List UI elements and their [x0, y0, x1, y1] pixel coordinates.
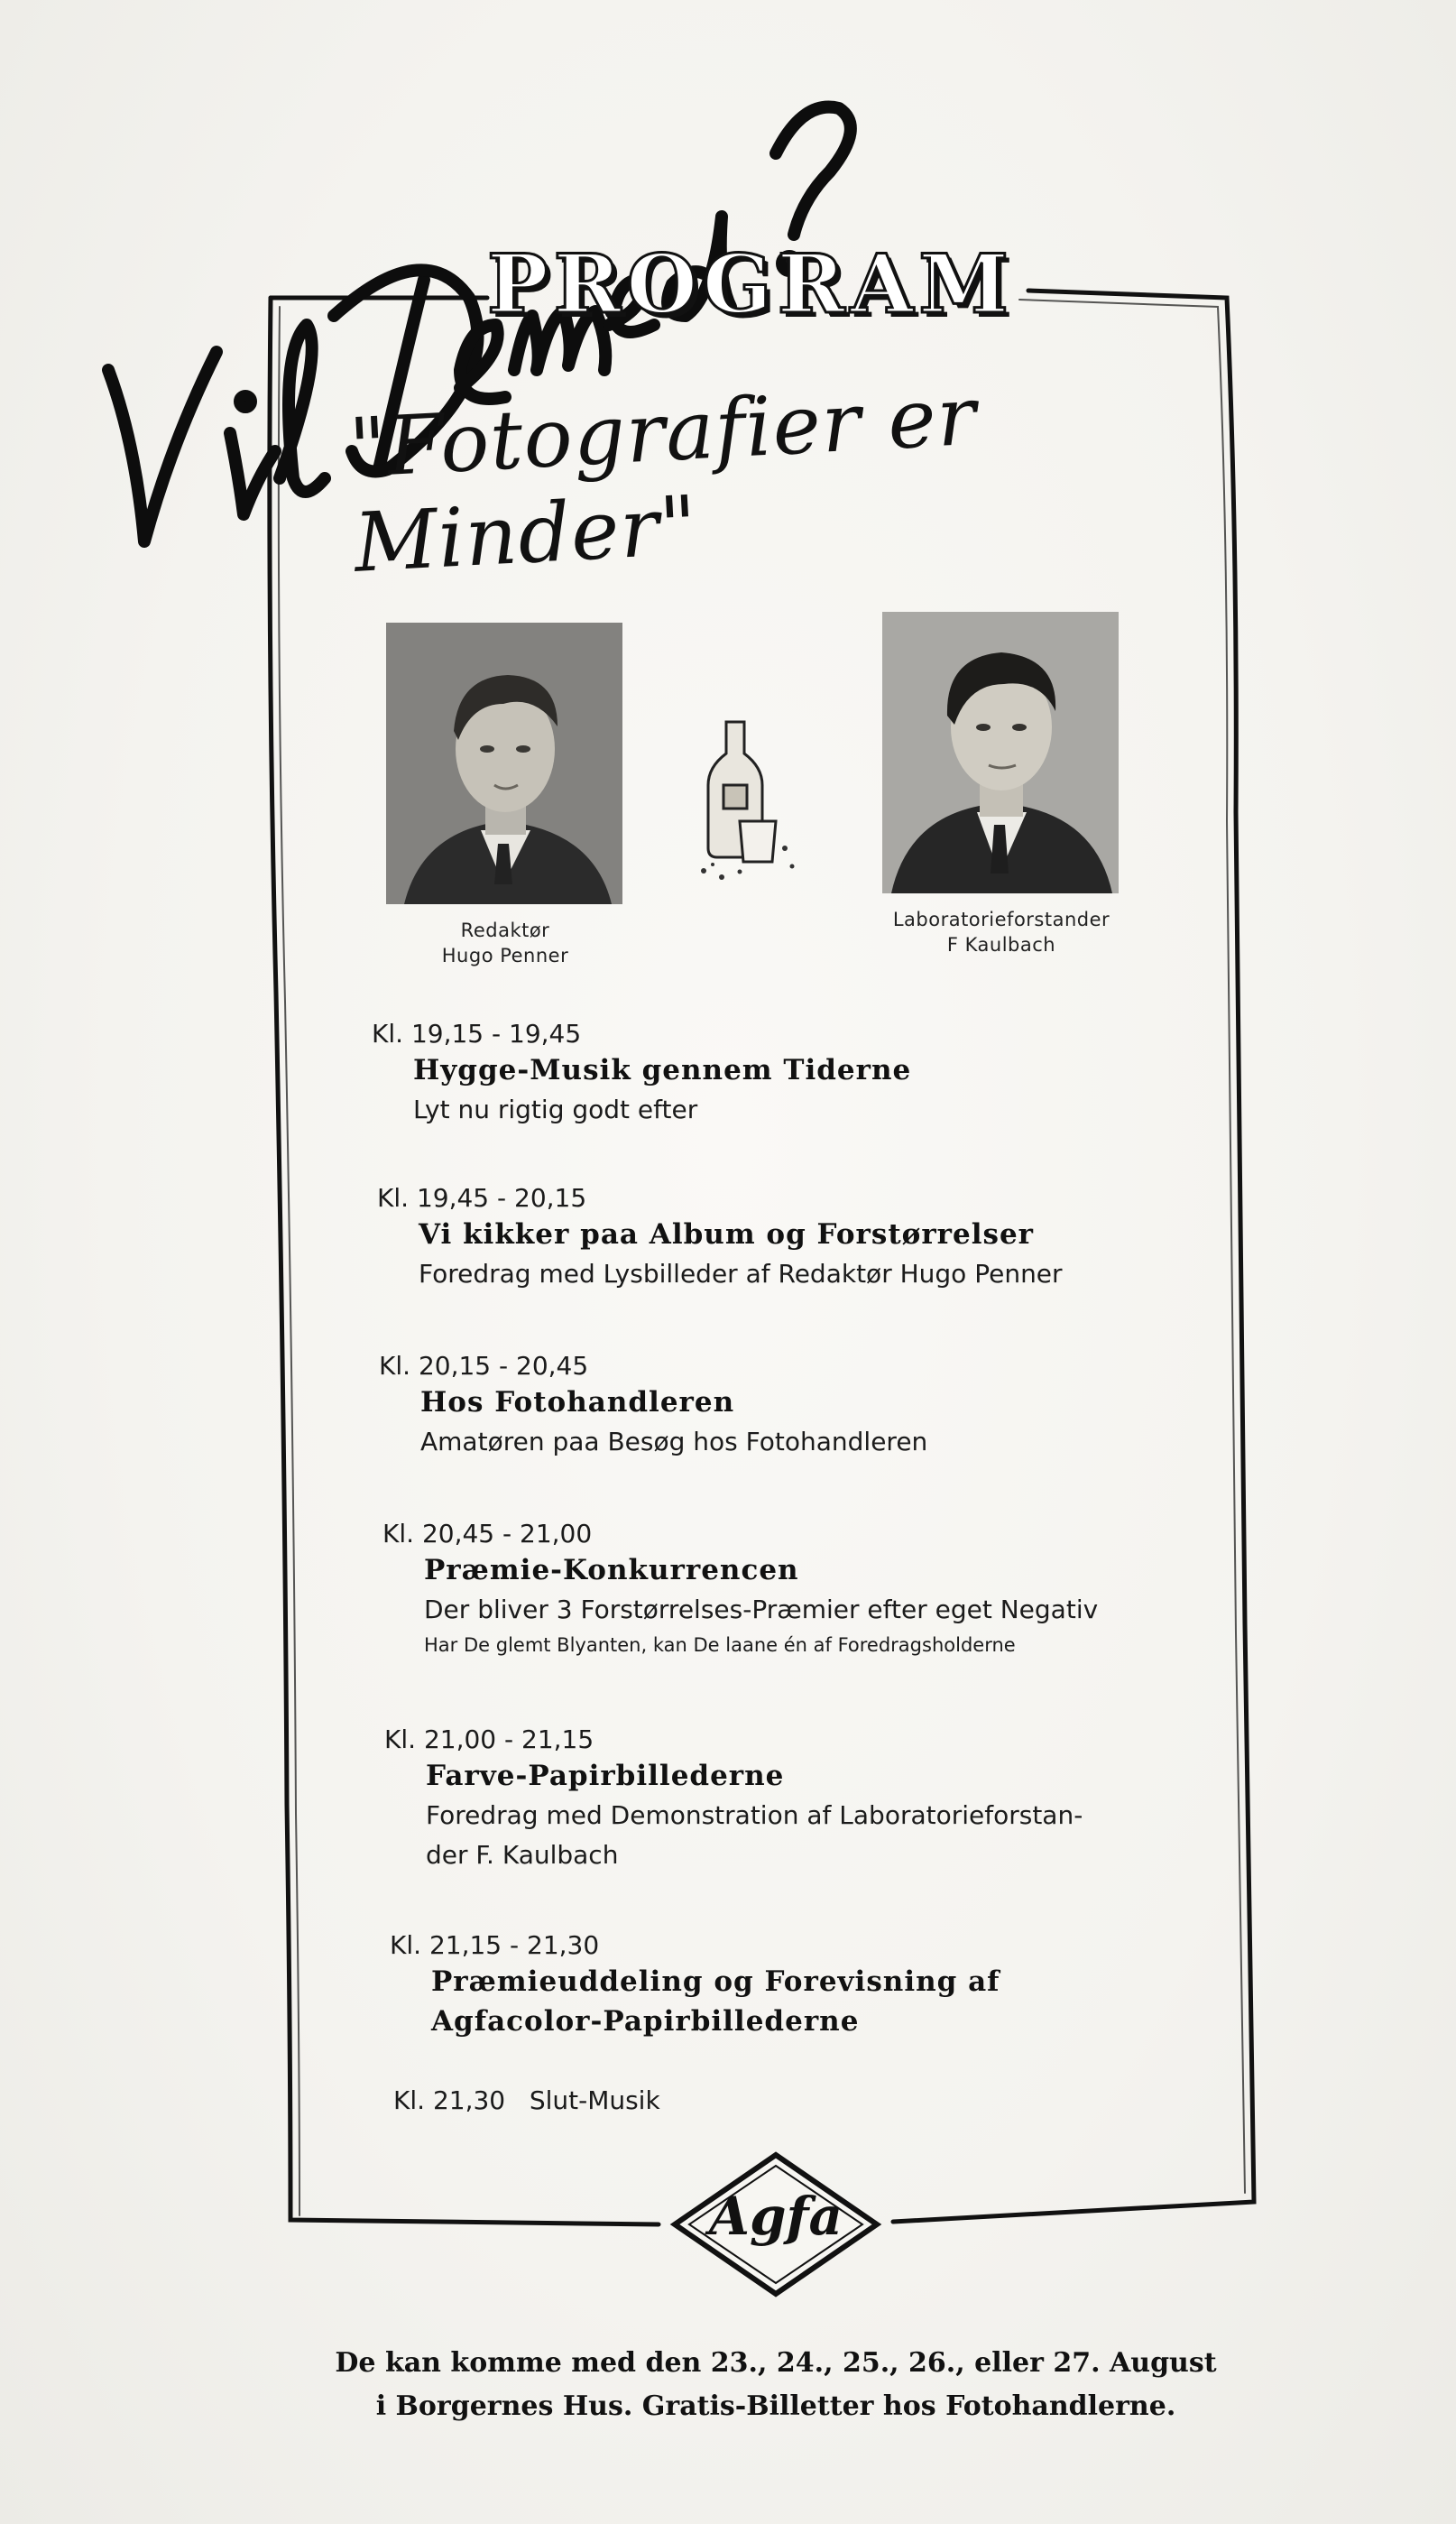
footer-text [180, 2342, 1371, 2428]
program-description: der F. Kaulbach [426, 1840, 619, 1870]
program-title-line: Præmieuddeling og Forevisning af [431, 1965, 1000, 1998]
program-time: Kl. 21,30 [393, 2085, 506, 2115]
program-time: Kl. 19,45 - 20,15 [377, 1183, 587, 1213]
caption-speaker-2 [866, 907, 1137, 957]
caption-speaker-1 [415, 918, 595, 968]
program-time: Kl. 20,15 - 20,45 [379, 1351, 589, 1381]
bottle-and-glass-icon [686, 713, 812, 884]
program-title-line: Hygge-Musik gennem Tiderne [413, 1054, 912, 1086]
program-item [379, 1350, 927, 1462]
program-note: Har De glemt Blyanten, kan De laane én af Foredragsholderne [424, 1634, 1016, 1656]
program-item [382, 1518, 1098, 1660]
program-final [393, 2085, 660, 2117]
program-time: Kl. 20,45 - 21,00 [382, 1519, 593, 1549]
program-item [384, 1724, 1083, 1875]
speaker-name: F Kaulbach [946, 934, 1056, 956]
program-description: Der bliver 3 Forstørrelses-Præmier efter eget Negativ [424, 1595, 1099, 1624]
program-time: Kl. 21,15 - 21,30 [390, 1930, 600, 1960]
footer-line-1: De kan komme med den 23., 24., 25., 26., eller 27. August [335, 2347, 1217, 2379]
portrait-f-kaulbach [882, 612, 1119, 893]
program-title: PROGRAM [487, 236, 1014, 332]
program-time: Kl. 19,15 - 19,45 [372, 1019, 582, 1049]
program-item [372, 1018, 911, 1130]
program-time: Kl. 21,00 - 21,15 [384, 1724, 594, 1754]
program-item [377, 1182, 1063, 1294]
program-final-label: Slut-Musik [529, 2085, 660, 2115]
program-title-line-2: Agfacolor-Papirbillederne [431, 2005, 860, 2038]
speaker-role: Laboratorieforstander [892, 909, 1110, 930]
subtitle: "Fotografier er Minder" [346, 368, 980, 591]
footer-line-2: i Borgernes Hus. Gratis-Billetter hos Fotohandlerne. [375, 2390, 1176, 2422]
program-title-line: Præmie-Konkurrencen [424, 1554, 799, 1586]
agfa-logo-text: Agfa [708, 2186, 843, 2247]
program-title-line: Vi kikker paa Album og Forstørrelser [419, 1218, 1035, 1251]
program-description: Lyt nu rigtig godt efter [413, 1095, 698, 1124]
program-description: Foredrag med Demonstration af Laboratorieforstan- [426, 1800, 1083, 1830]
speaker-role: Redaktør [460, 920, 550, 941]
program-description: Amatøren paa Besøg hos Fotohandleren [420, 1427, 928, 1456]
speaker-name: Hugo Penner [441, 945, 569, 966]
agfa-logo [668, 2148, 884, 2301]
program-title-line: Hos Fotohandleren [420, 1386, 735, 1419]
program-description: Foredrag med Lysbilleder af Redaktør Hugo Penner [419, 1259, 1063, 1289]
portrait-hugo-penner [386, 623, 622, 904]
program-item [390, 1929, 1000, 2041]
program-title-line: Farve-Papirbillederne [426, 1760, 785, 1792]
